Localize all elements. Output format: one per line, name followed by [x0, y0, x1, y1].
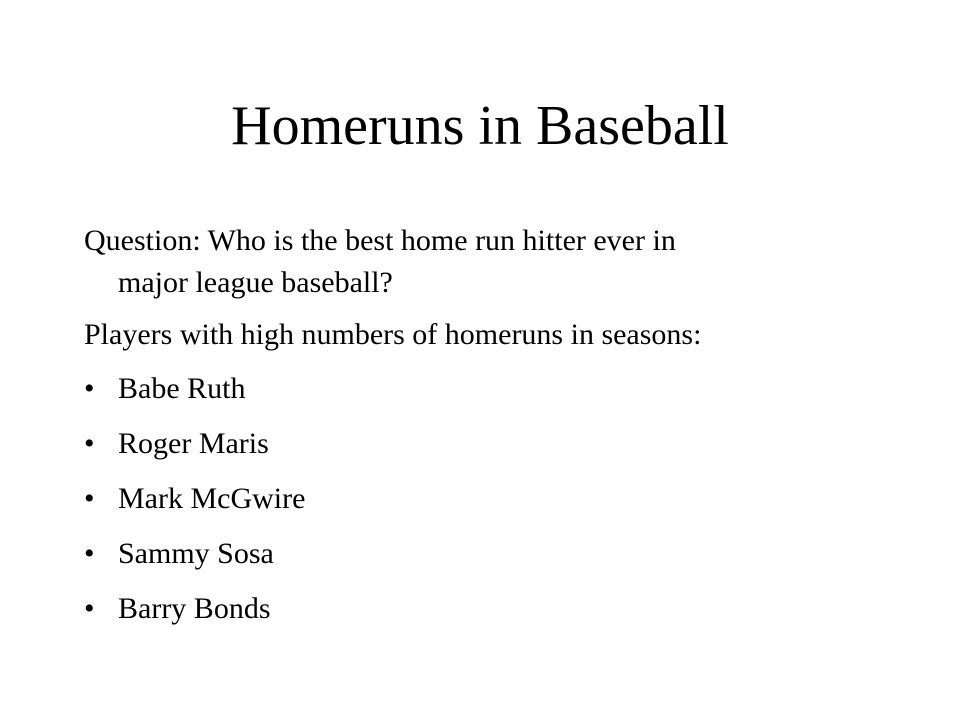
bullet-icon: •: [84, 482, 95, 515]
list-item: [84, 368, 784, 410]
player-name: Roger Maris: [118, 427, 269, 460]
bullet-icon: •: [84, 372, 95, 405]
question-paragraph: [84, 220, 864, 304]
player-name: Babe Ruth: [118, 372, 246, 405]
player-name: Sammy Sosa: [118, 537, 274, 570]
list-item: [84, 423, 784, 465]
list-item: [84, 478, 784, 520]
player-name: Barry Bonds: [118, 592, 271, 625]
players-list: [84, 368, 784, 643]
question-line-2: major league baseball?: [118, 266, 393, 299]
bullet-icon: •: [84, 592, 95, 625]
bullet-icon: •: [84, 537, 95, 570]
bullet-icon: •: [84, 427, 95, 460]
list-item: [84, 533, 784, 575]
players-intro: Players with high numbers of homeruns in seasons:: [84, 318, 702, 351]
slide-title: Homeruns in Baseball: [231, 95, 729, 157]
question-line-1: Question: Who is the best home run hitter ever in: [84, 224, 676, 257]
list-item: [84, 588, 784, 630]
player-name: Mark McGwire: [118, 482, 306, 515]
